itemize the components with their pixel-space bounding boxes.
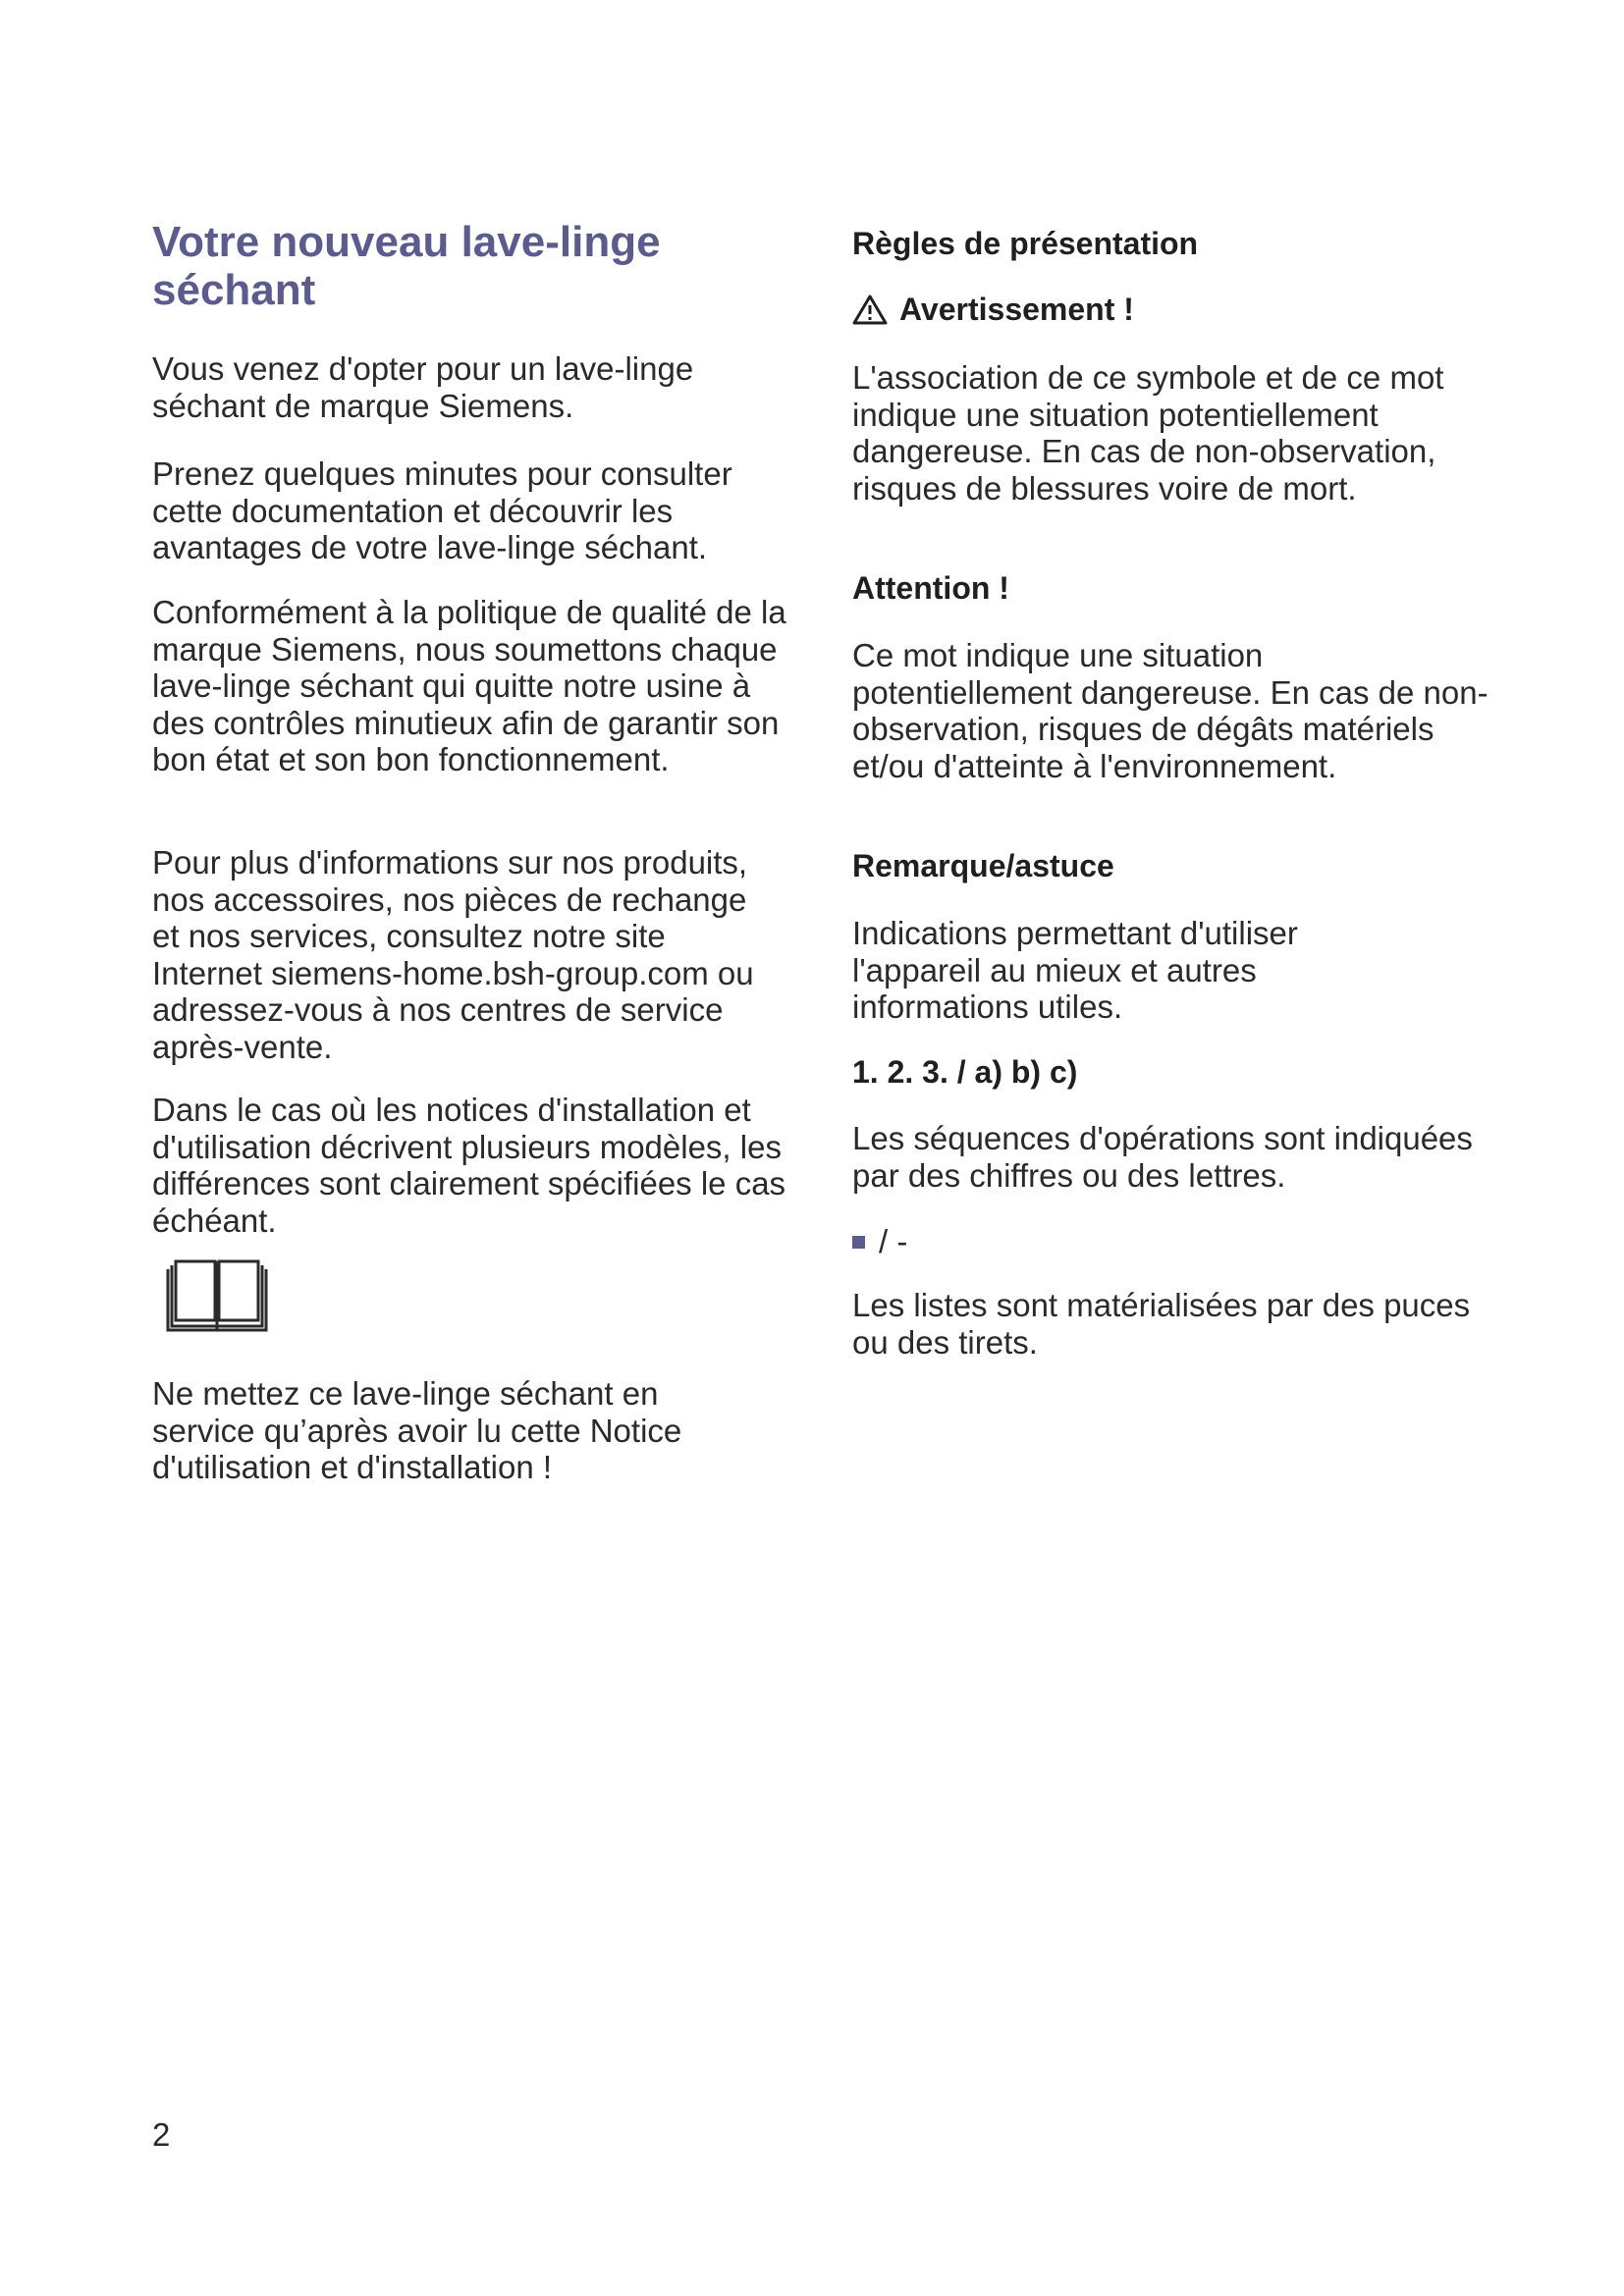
intro-paragraph: Vous venez d'opter pour un lave-linge séchant de marque Siemens. (152, 350, 694, 424)
tip-heading: Remarque/astuce (852, 848, 1114, 883)
attention-text: Ce mot indique une situation potentiellement dangereuse. En cas de non-observation, risques de dégâts matériels et/ou d'atteinte à l'environnement. (852, 637, 1489, 784)
warning-text: L'association de ce symbole et de ce mot indique une situation potentiellement dangereuse. En cas de non-observation, risques de blessures voire de mort. (852, 359, 1444, 507)
warning-title: Avertissement ! (899, 292, 1134, 327)
warning-triangle-icon (852, 294, 888, 325)
models-paragraph: Dans le cas où les notices d'installation et d'utilisation décrivent plusieurs modèles, les différences sont clairement spécifiées le cas échéant. (152, 1092, 786, 1239)
bullet-text: Les listes sont matérialisées par des puces ou des tirets. (852, 1287, 1471, 1361)
warning-heading (852, 291, 1134, 328)
presentation-rules-heading: Règles de présentation (852, 226, 1199, 261)
quality-paragraph: Conformément à la politique de qualité de la marque Siemens, nous soumettons chaque lave-linge séchant qui quitte notre usine à des contrôles minutieux afin de garantir son bon état et son bon fonctionnement. (152, 594, 786, 777)
bullet-label: / - (879, 1223, 908, 1259)
tip-text: Indications permettant d'utiliser l'appareil au mieux et autres informations utiles. (852, 915, 1298, 1025)
sequence-text: Les séquences d'opérations sont indiquées par des chiffres ou des lettres. (852, 1120, 1473, 1194)
closing-paragraph: Ne mettez ce lave-linge séchant en service qu’après avoir lu cette Notice d'utilisation et d'installation ! (152, 1375, 682, 1485)
consult-paragraph: Prenez quelques minutes pour consulter cette documentation et découvrir les avantages de votre lave-linge séchant. (152, 455, 732, 565)
open-book-icon (164, 1259, 270, 1339)
page-number: 2 (152, 2116, 171, 2153)
info-paragraph: Pour plus d'informations sur nos produits, nos accessoires, nos pièces de rechange et nos services, consultez notre site Internet siemens-home.bsh-group.com ou adressez-vous à nos centres de service après-vente. (152, 844, 754, 1065)
attention-heading: Attention ! (852, 570, 1009, 606)
sequence-heading: 1. 2. 3. / a) b) c) (852, 1054, 1078, 1090)
square-bullet-icon (852, 1236, 865, 1249)
page-title: Votre nouveau lave-linge séchant (152, 218, 661, 314)
bullet-legend (852, 1223, 907, 1260)
